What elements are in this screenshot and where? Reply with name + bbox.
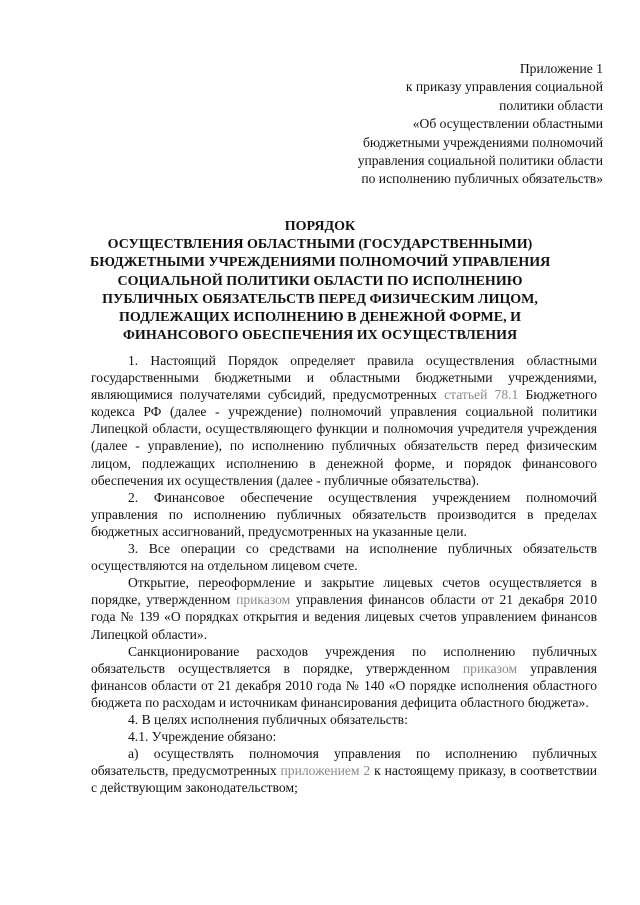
paragraph-3: 3. Все операции со средствами на исполнение публичных обязательств осуществляются на отдельном лицевом счете. <box>91 541 597 574</box>
title-line: ПОРЯДОК <box>284 219 356 234</box>
document-title <box>90 218 550 345</box>
title-line: ФИНАНСОВОГО ОБЕСПЕЧЕНИЯ ИХ ОСУЩЕСТВЛЕНИЯ <box>122 328 518 344</box>
appendix-line: политики области <box>499 97 603 113</box>
paragraph-7: 4.1. Учреждение обязано: <box>128 729 277 745</box>
paragraph-2: 2. Финансовое обеспечение осуществления учреждением полномочий управления по исполнению публичных обязательств производится в пределах бюджетных ассигнований, предусмотренных на указанные цели. <box>91 489 597 539</box>
title-line: ПУБЛИЧНЫХ ОБЯЗАТЕЛЬСТВ ПЕРЕД ФИЗИЧЕСКИМ ЛИЦОМ, <box>102 291 538 307</box>
title-line: СОЦИАЛЬНОЙ ПОЛИТИКИ ОБЛАСТИ ПО ИСПОЛНЕНИЮ <box>117 273 523 289</box>
appendix-line: по исполнению публичных обязательств» <box>361 171 603 187</box>
appendix-line: управления социальной политики области <box>357 153 603 169</box>
paragraph-5: Санкционирование расходов учреждения по исполнению публичных обязательств осуществляется в порядке, утвержденном приказом управления финансов области от 21 декабря 2010 года № 140 «О порядке исполнения областного бюджета по расходам и источникам финансирования дефицита областного бюджета». <box>91 643 597 710</box>
article-78-1-link[interactable]: статьей 78.1 <box>444 387 519 403</box>
document-body <box>91 352 597 796</box>
paragraph-4: Открытие, переоформление и закрытие лицевых счетов осуществляется в порядке, утвержденном приказом управления финансов области от 21 декабря 2010 года № 139 «О порядках открытия и ведения лицевых счетов управлением финансов Липецкой области». <box>91 575 597 642</box>
appendix-line: Приложение 1 <box>519 61 603 76</box>
order-140-link[interactable]: приказом <box>462 660 518 676</box>
appendix-2-link[interactable]: приложением 2 <box>280 763 371 779</box>
appendix-line: бюджетными учреждениями полномочий <box>363 134 603 150</box>
paragraph-1: 1. Настоящий Порядок определяет правила осуществления областными государственными бюджетными и областными бюджетными учреждениями, являющимися получателями субсидий, предусмотренных статьей 78.1 Бюджетного кодекса РФ (далее - учреждение) полномочий управления социальной политики Липецкой области, осуществляющего функции и полномочия учредителя учреждения (далее - управление), по исполнению публичных обязательств перед физическим лицом, подлежащих исполнению в денежной форме, и порядок финансового обеспечения их осуществления (далее - публичные обязательства). <box>91 353 597 488</box>
appendix-line: «Об осуществлении областными <box>412 116 603 132</box>
order-139-link[interactable]: приказом <box>236 592 291 608</box>
title-line: ОСУЩЕСТВЛЕНИЯ ОБЛАСТНЫМИ (ГОСУДАРСТВЕННЫМИ) <box>107 237 533 253</box>
paragraph-6: 4. В целях исполнения публичных обязательств: <box>128 711 408 727</box>
title-line: БЮДЖЕТНЫМИ УЧРЕЖДЕНИЯМИ ПОЛНОМОЧИЙ УПРАВЛЕНИЯ <box>90 255 551 271</box>
appendix-line: к приказу управления социальной <box>405 79 603 95</box>
appendix-header <box>303 60 603 189</box>
title-line: ПОДЛЕЖАЩИХ ИСПОЛНЕНИЮ В ДЕНЕЖНОЙ ФОРМЕ, И <box>119 310 521 326</box>
paragraph-8: а) осуществлять полномочия управления по исполнению публичных обязательств, предусмотренных приложением 2 к настоящему приказу, в соответствии с действующим законодательством; <box>91 746 597 796</box>
